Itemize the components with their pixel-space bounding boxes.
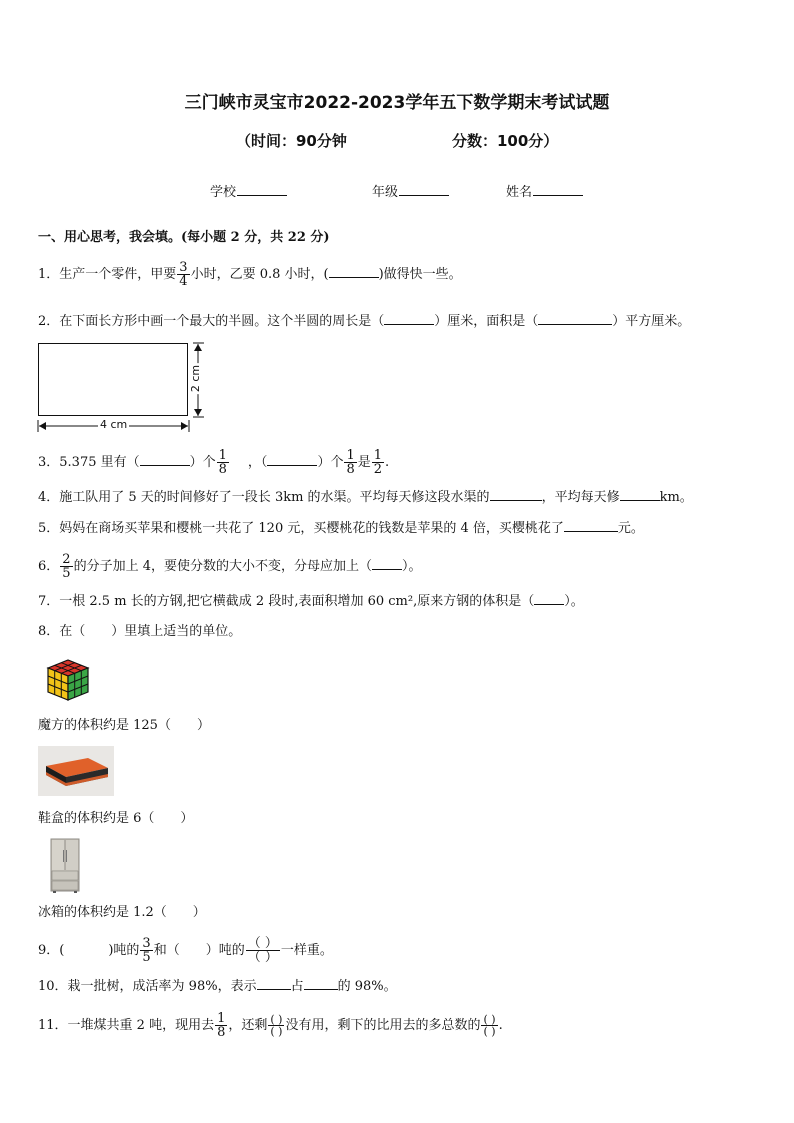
answer-blank[interactable] (140, 452, 190, 466)
exam-score: 分数：100分） (452, 132, 559, 150)
page-title: 三门峡市灵宝市2022-2023学年五下数学期末考试试题 (184, 93, 610, 113)
fridge-image (48, 838, 82, 894)
fridge-volume-line: 冰箱的体积约是 1.2（ ） (38, 905, 206, 920)
question-3: 3．5.375 里有（ ）个 $\frac{1}{8}$ ，（ ）个 $\frac{1}{8}$ 是 $\frac{1}{2}$ . (38, 448, 390, 477)
question-6: 6． $\frac{2}{5}$ 的分子加上 4，要使分数的大小不变，分母应加上（ ）。 (38, 552, 422, 581)
answer-blank[interactable] (372, 556, 402, 570)
fraction: $\frac{1}{8}$ (218, 448, 227, 477)
question-2: 2．在下面长方形中画一个最大的半圆。这个半圆的周长是（ ）厘米，面积是（ ）平方厘米。 (38, 311, 690, 332)
answer-blank[interactable] (304, 976, 338, 990)
section-heading: 一、用心思考，我会填。(每小题 2 分，共 22 分) (38, 230, 330, 245)
question-8-stem: 8．在（ ）里填上适当的单位。 (38, 624, 242, 639)
rubiks-cube-image (44, 656, 92, 704)
height-label: 2 cm (189, 364, 203, 393)
shoebox-image (38, 746, 114, 796)
answer-blank[interactable] (257, 976, 291, 990)
grade-label: 年级 (372, 185, 399, 200)
answer-blank[interactable] (267, 452, 317, 466)
fraction: $\frac{1}{8}$ (346, 448, 355, 477)
question-5: 5．妈妈在商场买苹果和樱桃一共花了 120 元，买樱桃花的钱数是苹果的 4 倍，买樱桃花了 元。 (38, 518, 644, 539)
question-7: 7．一根 2.5 m 长的方钢,把它横截成 2 段时,表面积增加 60 cm²,原来方钢的体积是（ ）。 (38, 591, 584, 612)
fraction: $\frac{3}{5}$ (142, 936, 151, 965)
question-4: 4．施工队用了 5 天的时间修好了一段长 3km 的水渠。平均每天修这段水渠的 ，平均每天修 km。 (38, 487, 693, 508)
fraction: $\frac{2}{5}$ (62, 552, 71, 581)
fraction-blank[interactable]: $\frac{( )}{( )}$ (247, 936, 278, 965)
school-label: 学校 (210, 185, 237, 200)
cube-volume-line: 魔方的体积约是 125（ ） (38, 718, 210, 733)
answer-blank[interactable] (490, 487, 542, 501)
fraction: $\frac{3}{4}$ (179, 260, 188, 289)
shoebox-volume-line: 鞋盒的体积约是 6（ ） (38, 811, 194, 826)
answer-blank[interactable] (534, 591, 564, 605)
question-1: 1．生产一个零件，甲要 $\frac{3}{4}$ 小时，乙要 0.8 小时，( )做得快一些。 (38, 260, 462, 289)
fraction: $\frac{1}{2}$ (373, 448, 383, 477)
fraction: $\frac{1}{8}$ (217, 1011, 226, 1040)
answer-blank[interactable] (564, 518, 618, 532)
fraction-blank[interactable]: $\frac{( )}{( )}$ (270, 1013, 283, 1038)
question-9: 9．( )吨的 $\frac{3}{5}$ 和（ ）吨的 $\frac{( )}{( )}$ 一样重。 (38, 936, 333, 965)
question-10: 10．栽一批树，成活率为 98%，表示 占 的 98%。 (38, 976, 397, 997)
fraction-blank[interactable]: $\frac{( )}{( )}$ (483, 1013, 496, 1038)
question-11: 11．一堆煤共重 2 吨，现用去 $\frac{1}{8}$ ，还剩 $\frac{( )}{( )}$ 没有用，剩下的比用去的多总数的 $\frac{( )}{( )}$ . (38, 1011, 503, 1040)
name-label: 姓名 (506, 185, 533, 200)
exam-time: （时间：90分钟 (236, 132, 347, 150)
answer-blank[interactable] (620, 487, 660, 501)
width-label: 4 cm (100, 418, 128, 431)
